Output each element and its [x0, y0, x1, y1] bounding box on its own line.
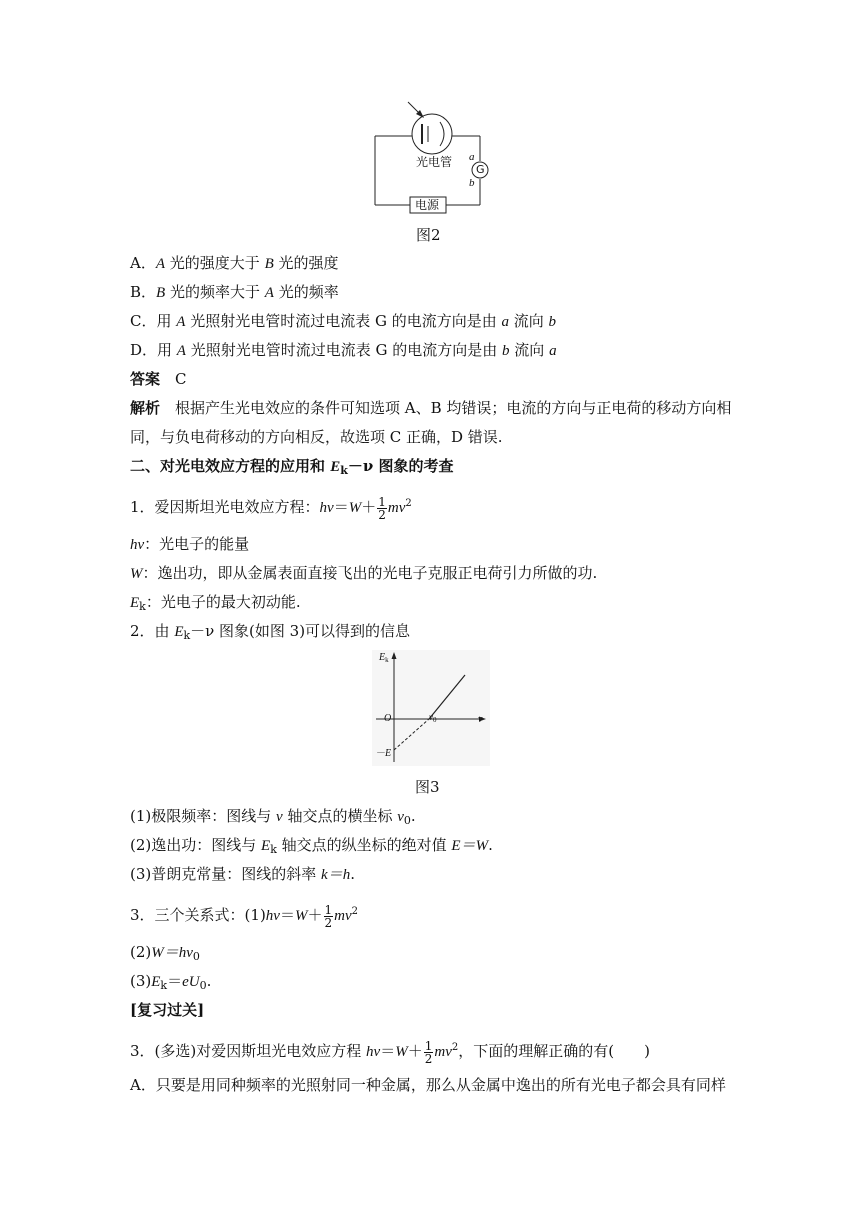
info-work-function: (2)逸出功：图线与 $E_k$ 轴交点的纵坐标的绝对值 E＝W. [130, 836, 493, 856]
option-c: C．用 A 光照射光电管时流过电流表 G 的电流方向是由 a 流向 b [130, 312, 557, 330]
section-2-heading: 二、对光电效应方程的应用和 $E_k-\nu$ 图象的考查 [130, 457, 454, 477]
question-3-stem: 3．(多选)对爱因斯坦光电效应方程 hν＝W＋ $\frac{1}{2}$ $m\nu^2$，下面的理解正确的有( ) [130, 1039, 650, 1066]
info-threshold-frequency: (1)极限频率：图线与 ν 轴交点的横坐标 $\nu_0$. [130, 807, 416, 827]
question-3-option-a: A．只要是用同种频率的光照射同一种金属，那么从金属中逸出的所有光电子都会具有同样 [130, 1076, 726, 1094]
item-1-equation: 1．爱因斯坦光电效应方程：hν＝W＋ $\frac{1}{2}$ $m\nu^2$ [130, 495, 412, 522]
galvanometer-label: G [476, 163, 485, 176]
intercept-label: －E [375, 748, 392, 759]
item-3-relation-2: $(2)W=h\nu_0$ [130, 943, 200, 963]
figure-2-caption: 图2 [416, 226, 441, 244]
analysis-line-2: 同，与负电荷移动的方向相反，故选项 C 正确，D 错误. [130, 428, 503, 446]
option-d: D．用 A 光照射光电管时流过电流表 G 的电流方向是由 b 流向 a [130, 341, 557, 359]
power-source-label: 电源 [415, 198, 440, 212]
y-axis-label: $E_k$ [379, 652, 389, 664]
option-a: A．A 光的强度大于 B 光的强度 [130, 254, 339, 272]
threshold-label: $\nu_0$ [429, 712, 437, 724]
review-heading: [复习过关] [130, 1001, 205, 1019]
photocell-label: 光电管 [416, 155, 453, 169]
option-b: B．B 光的频率大于 A 光的频率 [130, 283, 339, 301]
answer-line: 答案 C [130, 370, 187, 388]
definition-w: W：逸出功，即从金属表面直接飞出的光电子克服正电荷引力所做的功. [130, 564, 598, 582]
origin-label: O [384, 713, 392, 724]
terminal-a-label: a [469, 151, 475, 163]
definition-h-nu: hν：光电子的能量 [130, 535, 250, 553]
info-planck-constant: (3)普朗克常量：图线的斜率 k＝h. [130, 865, 355, 883]
definition-ek: $E_k$：光电子的最大初动能. [130, 593, 301, 613]
x-axis-label: ν [478, 714, 483, 725]
item-3-relation-3: $(3)E_k=eU_0$. [130, 972, 212, 992]
terminal-b-label: b [469, 177, 475, 189]
analysis-line-1: 解析 根据产生光电效应的条件可知选项 A、B 均错误；电流的方向与正电荷的移动方向相 [130, 399, 732, 417]
item-3-relation-1: 3．三个关系式：(1)hν＝W＋ $\frac{1}{2}$ $m\nu^2$ [130, 903, 359, 930]
item-2-line: 2．由 $E_k-\nu$ 图象(如图 3)可以得到的信息 [130, 622, 411, 642]
figure-3-caption: 图3 [415, 778, 440, 796]
photocell-tube [412, 114, 452, 154]
